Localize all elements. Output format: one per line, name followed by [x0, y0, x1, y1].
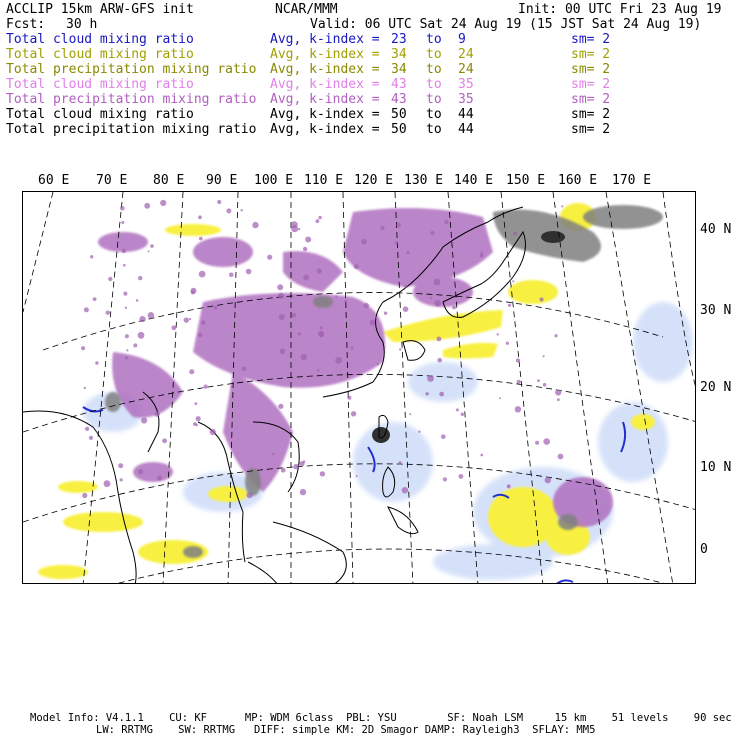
cloud-speck	[427, 375, 434, 382]
cloud-speck	[409, 413, 411, 415]
cloud-speck	[123, 264, 126, 267]
cloud-speck	[138, 469, 143, 474]
cloud-speck	[561, 205, 563, 207]
cloud-speck	[199, 271, 206, 278]
legend-sm: sm= 2	[571, 62, 611, 77]
legend-row	[6, 32, 736, 47]
cloud-speck	[108, 277, 112, 281]
cloud-speck	[210, 429, 216, 435]
lat-label: 10 N	[700, 460, 732, 475]
legend-row	[6, 122, 736, 137]
forecast-map	[22, 191, 696, 584]
cloud-speck	[281, 468, 286, 473]
cloud-speck	[279, 314, 285, 320]
cloud-speck	[194, 402, 197, 405]
cloud-speck	[557, 398, 560, 401]
lon-label: 100 E	[254, 173, 294, 188]
cloud-speck	[543, 438, 550, 445]
cloud-speck	[120, 206, 125, 211]
cloud-speck	[196, 416, 201, 421]
cloud-speck	[351, 411, 356, 416]
cloud-speck	[191, 290, 195, 294]
cloud-speck	[335, 295, 337, 297]
legend-row	[6, 47, 736, 62]
cloud-speck	[439, 392, 444, 397]
run-title: ACCLIP 15km ARW-GFS init	[6, 2, 194, 17]
legend-field: Total cloud mixing ratio	[6, 77, 194, 92]
cloud-speck	[344, 300, 347, 303]
legend-k-from: 34	[391, 47, 407, 62]
cloud-speck	[160, 200, 166, 206]
cloud-speck	[456, 408, 459, 411]
cloud-speck	[136, 299, 139, 302]
cloud-speck	[301, 354, 307, 360]
cloud-speck	[242, 367, 247, 372]
cloud-speck	[480, 454, 483, 457]
lon-label: 110 E	[304, 173, 344, 188]
cloud-speck	[351, 347, 354, 350]
cloud-speck	[558, 454, 564, 460]
legend-to: to	[426, 47, 442, 62]
cloud-speck	[148, 250, 150, 252]
cloud-speck	[375, 316, 377, 318]
cloud-speck	[123, 292, 127, 296]
cloud-speck	[81, 346, 85, 350]
legend-field: Total cloud mixing ratio	[6, 107, 194, 122]
cloud-speck	[539, 297, 543, 301]
cloud-speck	[138, 276, 142, 280]
cloud-speck	[317, 369, 320, 372]
cloud-speck	[356, 475, 358, 477]
cloud-speck	[497, 333, 499, 335]
legend-k-to: 24	[458, 62, 474, 77]
cloud-speck	[555, 389, 561, 395]
lon-label: 90 E	[206, 173, 238, 188]
cloud-speck	[320, 326, 323, 329]
cloud-speck	[543, 355, 545, 357]
cloud-speck	[148, 312, 155, 319]
legend-row	[6, 92, 736, 107]
cloud-speck	[461, 413, 464, 416]
cloud-speck	[84, 307, 89, 312]
legend-to: to	[426, 32, 442, 47]
cloud-speck	[150, 244, 154, 248]
lat-label: 40 N	[700, 222, 732, 237]
legend-field: Total precipitation mixing ratio	[6, 122, 257, 137]
legend-k-to: 44	[458, 122, 474, 137]
cloud-speck	[154, 411, 159, 416]
cloud-speck	[444, 220, 448, 224]
cloud-speck	[480, 254, 484, 258]
cloud-speck	[278, 293, 284, 299]
cloud-speck	[198, 333, 203, 338]
lon-label: 70 E	[96, 173, 128, 188]
cloud-speck	[535, 441, 539, 445]
cloud-speck	[252, 222, 258, 228]
cloud-speck	[267, 255, 272, 260]
cloud-speck	[434, 300, 441, 307]
cloud-speck	[318, 216, 321, 219]
cloud-speck	[403, 306, 409, 312]
cloud-speck	[141, 417, 147, 423]
cloud-speck	[292, 313, 297, 318]
legend-sm: sm= 2	[571, 122, 611, 137]
legend-k-to: 44	[458, 107, 474, 122]
cloud-speck	[300, 489, 306, 495]
cloud-speck	[555, 334, 558, 337]
cloud-speck	[229, 273, 234, 278]
cloud-speck	[303, 247, 307, 251]
cloud-speck	[293, 464, 299, 470]
legend-sm: sm= 2	[571, 32, 611, 47]
cloud-speck	[125, 356, 128, 359]
legend-to: to	[426, 122, 442, 137]
cloud-speck	[434, 279, 441, 286]
cloud-speck	[320, 471, 325, 476]
cloud-speck	[204, 385, 208, 389]
cloud-speck	[395, 241, 398, 244]
legend-field: Total precipitation mixing ratio	[6, 62, 257, 77]
cloud-speck	[370, 320, 376, 326]
cloud-speck	[317, 268, 322, 273]
cloud-speck	[437, 358, 442, 363]
cloud-speck	[84, 387, 86, 389]
cloud-speck	[303, 460, 306, 463]
cloud-speck	[441, 434, 446, 439]
cloud-speck	[452, 306, 456, 310]
cloud-speck	[545, 477, 551, 483]
legend-k-to: 35	[458, 92, 474, 107]
cloud-speck	[354, 264, 359, 269]
model-info-line2: LW: RRTMG SW: RRTMG DIFF: simple KM: 2D Smagor DAMP: Rayleigh3 SFLAY: MM5	[96, 724, 596, 736]
legend-avg: Avg, k-index =	[270, 32, 380, 47]
cloud-speck	[277, 284, 283, 290]
legend-sm: sm= 2	[571, 107, 611, 122]
cloud-speck	[93, 297, 97, 301]
legend-field: Total cloud mixing ratio	[6, 32, 194, 47]
cloud-speck	[133, 343, 137, 347]
cloud-speck	[335, 357, 342, 364]
cloud-speck	[406, 251, 409, 254]
cloud-speck	[499, 397, 501, 399]
legend-to: to	[426, 62, 442, 77]
legend-row	[6, 62, 736, 77]
cloud-speck	[298, 332, 301, 335]
lon-label: 80 E	[153, 173, 185, 188]
lon-label: 130 E	[404, 173, 444, 188]
cloud-speck	[459, 474, 464, 479]
cloud-speck	[139, 316, 145, 322]
cloud-speck	[193, 422, 197, 426]
legend-k-to: 24	[458, 47, 474, 62]
cloud-speck	[89, 436, 93, 440]
lon-label: 60 E	[38, 173, 70, 188]
legend-sm: sm= 2	[571, 77, 611, 92]
cloud-speck	[418, 431, 420, 433]
lon-label: 160 E	[558, 173, 598, 188]
cloud-speck	[516, 358, 520, 362]
lon-label: 120 E	[354, 173, 394, 188]
cloud-speck	[85, 427, 89, 431]
cloud-speck	[82, 493, 87, 498]
lat-label: 0	[700, 542, 708, 557]
legend-k-from: 23	[391, 32, 407, 47]
cloud-speck	[125, 334, 129, 338]
cloud-speck	[481, 252, 483, 254]
legend-to: to	[426, 107, 442, 122]
legend-k-to: 35	[458, 77, 474, 92]
cloud-speck	[214, 306, 218, 310]
cloud-speck	[118, 463, 123, 468]
legend-field: Total precipitation mixing ratio	[6, 92, 257, 107]
legend-avg: Avg, k-index =	[270, 107, 380, 122]
cloud-speck	[95, 361, 98, 364]
cloud-speck	[443, 477, 447, 481]
cloud-speck	[361, 239, 367, 245]
cloud-speck	[319, 333, 324, 338]
cloud-speck	[144, 203, 150, 209]
cloud-speck	[106, 311, 110, 315]
cloud-speck	[508, 304, 511, 307]
cloud-speck	[430, 297, 432, 299]
cloud-speck	[305, 237, 311, 243]
lon-label: 140 E	[454, 173, 494, 188]
cloud-speck	[399, 348, 401, 350]
cloud-speck	[384, 312, 387, 315]
cloud-speck	[171, 325, 176, 330]
cloud-speck	[298, 228, 300, 230]
cloud-speck	[347, 396, 351, 400]
cloud-speck	[316, 219, 320, 223]
cloud-speck	[430, 231, 434, 235]
light-cloud-areas	[83, 302, 693, 580]
legend-field: Total cloud mixing ratio	[6, 47, 194, 62]
legend-k-from: 50	[391, 122, 407, 137]
cloud-speck	[537, 379, 540, 382]
cloud-speck	[126, 349, 128, 351]
cloud-speck	[189, 318, 191, 320]
cloud-speck	[231, 386, 233, 388]
legend-k-from: 43	[391, 77, 407, 92]
cloud-speck	[515, 406, 521, 412]
cloud-speck	[517, 380, 521, 384]
cloud-speck	[189, 369, 194, 374]
cloud-speck	[201, 320, 206, 325]
cloud-speck	[506, 342, 509, 345]
cloud-speck	[512, 280, 514, 282]
cloud-speck	[513, 232, 517, 236]
cloud-speck	[404, 285, 407, 288]
model-info-line1: Model Info: V4.1.1 CU: KF MP: WDM 6class PBL: YSU SF: Noah LSM 15 km 51 levels 90 sec	[30, 712, 732, 724]
cloud-speck	[246, 269, 252, 275]
legend-k-to: 9	[458, 32, 466, 47]
cloud-speck	[90, 255, 93, 258]
cloud-speck	[291, 221, 298, 228]
cloud-speck	[199, 237, 203, 241]
cloud-speck	[425, 392, 428, 395]
legend-to: to	[426, 92, 442, 107]
cloud-speck	[241, 209, 243, 211]
cloud-speck	[162, 438, 167, 443]
cloud-speck	[125, 307, 127, 309]
cloud-speck	[272, 453, 274, 455]
cloud-speck	[543, 383, 547, 387]
lon-label: 150 E	[506, 173, 546, 188]
cloud-speck	[138, 332, 145, 339]
cloud-speck	[278, 404, 283, 409]
forecast-hour: 30 h	[66, 17, 98, 32]
cloud-speck	[364, 303, 369, 308]
org-label: NCAR/MMM	[275, 2, 338, 17]
cloud-speck	[437, 337, 442, 342]
cloud-speck	[217, 200, 221, 204]
cloud-speck	[381, 226, 385, 230]
legend-row	[6, 77, 736, 92]
cloud-speck	[507, 484, 511, 488]
cloud-speck	[396, 223, 400, 227]
init-time: Init: 00 UTC Fri 23 Aug 19	[518, 2, 722, 17]
cloud-speck	[120, 478, 123, 481]
cloud-speck	[247, 492, 253, 498]
lat-label: 20 N	[700, 380, 732, 395]
lat-label: 30 N	[700, 303, 732, 318]
legend-avg: Avg, k-index =	[270, 77, 380, 92]
cloud-speck	[157, 476, 162, 481]
legend-avg: Avg, k-index =	[270, 47, 380, 62]
cloud-speck	[280, 349, 286, 355]
cloud-speck	[121, 221, 124, 224]
cloud-speck	[122, 249, 126, 253]
cloud-speck	[104, 480, 111, 487]
legend-sm: sm= 2	[571, 47, 611, 62]
cloud-speck	[303, 274, 309, 280]
legend-avg: Avg, k-index =	[270, 122, 380, 137]
cloud-speck	[402, 487, 408, 493]
valid-time: Valid: 06 UTC Sat 24 Aug 19 (15 JST Sat 24 Aug 19)	[310, 17, 702, 32]
legend-sm: sm= 2	[571, 92, 611, 107]
cloud-speck	[226, 208, 231, 213]
legend-k-from: 43	[391, 92, 407, 107]
cloud-speck	[198, 215, 202, 219]
cloud-speck	[398, 461, 401, 464]
legend-avg: Avg, k-index =	[270, 62, 380, 77]
forecast-label: Fcst:	[6, 17, 46, 32]
cloud-speck	[184, 317, 189, 322]
legend-k-from: 34	[391, 62, 407, 77]
legend-to: to	[426, 77, 442, 92]
legend-k-from: 50	[391, 107, 407, 122]
legend-row	[6, 107, 736, 122]
legend-avg: Avg, k-index =	[270, 92, 380, 107]
lon-label: 170 E	[612, 173, 652, 188]
cloud-speck	[377, 363, 379, 365]
